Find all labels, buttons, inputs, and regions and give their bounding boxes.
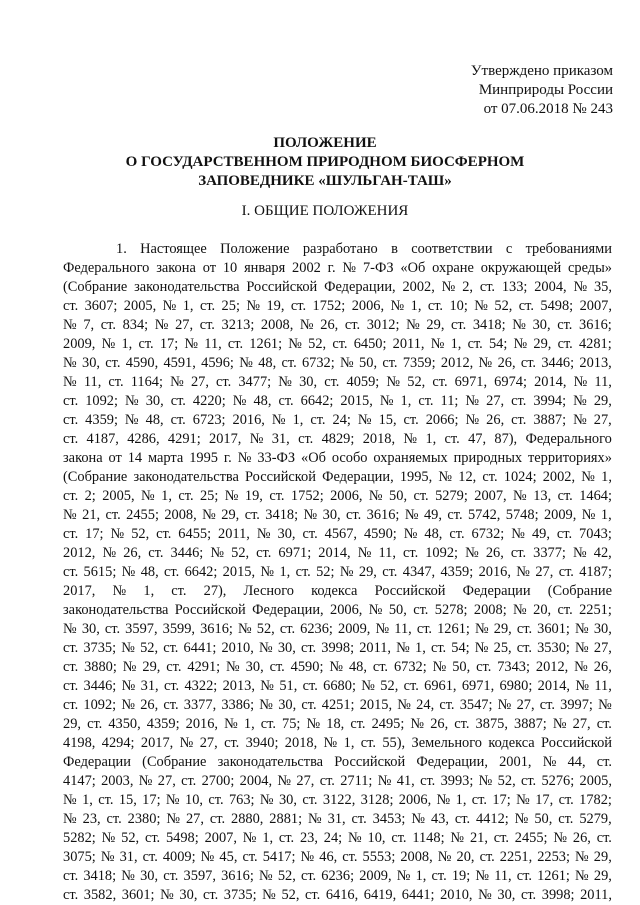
document-title [60,134,590,191]
approval-order-date: от 07.06.2018 № 243 [483,101,613,117]
body-line: 2009, № 1, ст. 17; № 11, ст. 1261; № 52, ст. 6450; 2011, № 1, ст. 54; № 29, ст. 4281; [63,336,612,352]
approval-stamp [471,62,613,119]
body-line: ст. 3446; № 31, ст. 4322; 2013, № 51, ст. 6680; № 52, ст. 6961, 6971, 6980; 2014, № 11, [63,678,612,694]
title-line-3: ЗАПОВЕДНИКЕ «ШУЛЬГАН-ТАШ» [198,173,452,189]
section-heading: I. ОБЩИЕ ПОЛОЖЕНИЯ [241,203,409,219]
body-line: 2012, № 26, ст. 3446; № 52, ст. 6971; 2014, № 11, ст. 1092; № 26, ст. 3377; № 42, [63,545,612,561]
body-line: ст. 3735; № 52, ст. 6441; 2010, № 30, ст. 3998; 2011, № 1, ст. 54; № 25, ст. 3530; № 27, [63,640,612,656]
body-line: 3075; № 31, ст. 4009; № 45, ст. 5417; № 46, ст. 5553; 2008, № 20, ст. 2251, 2253; № 29, [63,849,612,865]
body-line: 2017, № 1, ст. 27), Лесного кодекса Российской Федерации (Собрание [63,583,612,599]
approval-line: Утверждено приказом [470,63,613,79]
body-line: ст. 3418; № 30, ст. 3597, 3616; № 52, ст. 6236; 2009, № 1, ст. 19; № 11, ст. 1261; № 29, [63,868,612,884]
body-line: ст. 4359; № 48, ст. 6723; 2016, № 1, ст. 24; № 15, ст. 2066; № 26, ст. 3887; № 27, [63,412,612,428]
body-line: ст. 3880; № 29, ст. 4291; № 30, ст. 4590; № 48, ст. 6732; № 50, ст. 7343; 2012, № 26, [63,659,612,675]
body-line: № 30, ст. 3597, 3599, 3616; № 52, ст. 6236; 2009, № 11, ст. 1261; № 29, ст. 3601; № 30, [63,621,612,637]
body-line: № 7, ст. 834; № 27, ст. 3213; 2008, № 26, ст. 3012; № 29, ст. 3418; № 30, ст. 3616; [63,317,612,333]
approval-ministry: Минприроды России [478,82,613,98]
body-line: (Собрание законодательства Российской Федерации, 1995, № 12, ст. 1024; 2002, № 1, [63,469,612,485]
body-line: 4147; 2003, № 27, ст. 2700; 2004, № 27, ст. 2711; № 41, ст. 3993; № 52, ст. 5276; 2005, [63,773,612,789]
body-line: 4198, 4294; 2017, № 27, ст. 3940; 2018, № 1, ст. 55), Земельного кодекса Российской [63,735,612,751]
body-line: ст. 3607; 2005, № 1, ст. 25; № 19, ст. 1752; 2006, № 1, ст. 10; № 52, ст. 5498; 2007, [63,298,612,314]
body-line: № 30, ст. 4590, 4591, 4596; № 48, ст. 6732; № 50, ст. 7359; 2012, № 26, ст. 3446; 2013, [63,355,612,371]
body-line: ст. 2; 2005, № 1, ст. 25; № 19, ст. 1752; 2006, № 50, ст. 5279; 2007, № 13, ст. 1464; [63,488,612,504]
body-line: 5282; № 52, ст. 5498; 2007, № 1, ст. 23, 24; № 10, ст. 1148; № 21, ст. 2455; № 26, ст. [63,830,612,846]
body-paragraph [63,240,612,905]
body-line: Федерации (Собрание законодательства Российской Федерации, 2001, № 44, ст. [63,754,612,770]
body-line: 29, ст. 4350, 4359; 2016, № 1, ст. 75; № 18, ст. 2495; № 26, ст. 3875, 3887; № 27, ст. [63,716,612,732]
body-line: Федерального закона от 10 января 2002 г. № 7-ФЗ «Об охране окружающей среды» [63,260,612,276]
body-line: № 23, ст. 2380; № 27, ст. 2880, 2881; № 31, ст. 3453; № 43, ст. 4412; № 50, ст. 5279, [63,811,612,827]
body-line: закона от 14 марта 1995 г. № 33-ФЗ «Об особо охраняемых природных территориях» [63,450,612,466]
body-line: ст. 1092; № 30, ст. 4220; № 48, ст. 6642; 2015, № 1, ст. 11; № 27, ст. 3994; № 29, [63,393,612,409]
body-line: № 21, ст. 2455; 2008, № 29, ст. 3418; № 30, ст. 3616; № 49, ст. 5742, 5748; 2009, № 1, [63,507,612,523]
body-line: № 1, ст. 15, 17; № 10, ст. 763; № 30, ст. 3122, 3128; 2006, № 1, ст. 17; № 17, ст. 1782; [63,792,612,808]
title-line-2: О ГОСУДАРСТВЕННОМ ПРИРОДНОМ БИОСФЕРНОМ [125,154,525,170]
body-line: ст. 4187, 4286, 4291; 2017, № 31, ст. 4829; 2018, № 1, ст. 47, 87), Федерального [63,431,612,447]
body-line: ст. 3582, 3601; № 30, ст. 3735; № 52, ст. 6416, 6419, 6441; 2010, № 30, ст. 3998; 2011, [63,887,612,903]
body-line: законодательства Российской Федерации, 2006, № 50, ст. 5278; 2008; № 20, ст. 2251; [63,602,612,618]
body-line: № 11, ст. 1164; № 27, ст. 3477; № 30, ст. 4059; № 52, ст. 6971, 6974; 2014, № 11, [63,374,612,390]
body-line: ст. 17; № 52, ст. 6455; 2011, № 30, ст. 4567, 4590; № 48, ст. 6732; № 49, ст. 7043; [63,526,612,542]
body-line: (Собрание законодательства Российской Федерации, 2002, № 2, ст. 133; 2004, № 35, [63,279,612,295]
body-line: ст. 5615; № 48, ст. 6642; 2015, № 1, ст. 52; № 29, ст. 4347, 4359; 2016, № 27, ст. 4187; [63,564,612,580]
body-line: 1. Настоящее Положение разработано в соответствии с требованиями [116,241,612,257]
body-line: ст. 1092; № 26, ст. 3377, 3386; № 30, ст. 4251; 2015, № 24, ст. 3547; № 27, ст. 3997; № [63,697,612,713]
title-line-1: ПОЛОЖЕНИЕ [273,135,377,151]
